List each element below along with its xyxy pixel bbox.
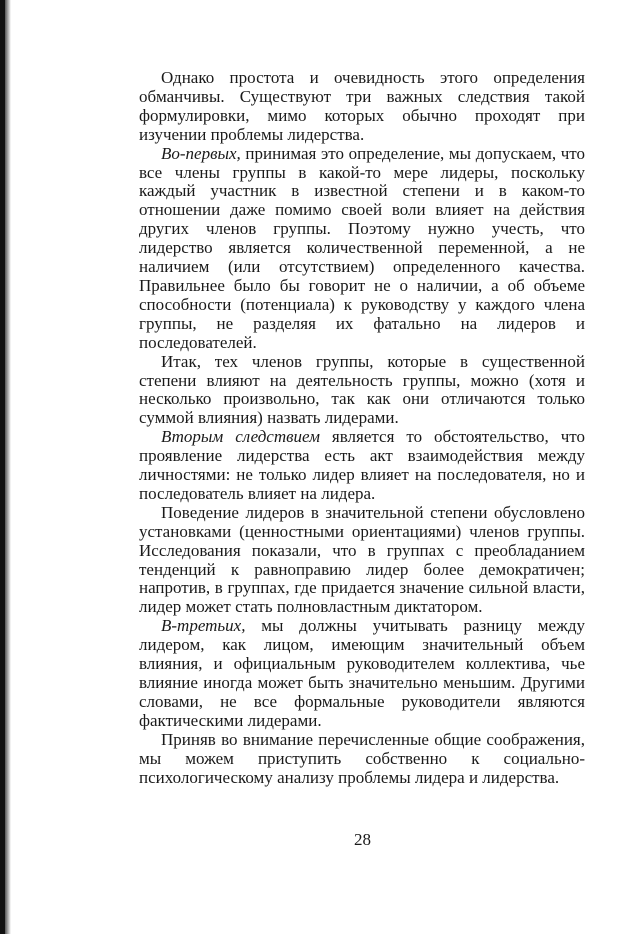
paragraph — [139, 617, 585, 730]
paragraph-text: мы должны учитывать разницу между лидером, как лицом, имеющим значительный объем влияния, и официальным руководителем коллектива, чье влияние иногда может быть значительно меньшим. Другими словами, не все формальные руководители являются фактическими лидерами. — [139, 616, 585, 730]
paragraph-text: является то обстоятельство, что проявление лидерства есть акт взаимодействия между личностями: не только лидер влияет на последователя, но и последователь влияет на лидера. — [139, 427, 585, 503]
paragraph-text: Однако простота и очевидность этого определения обманчивы. Существуют три важных следствия такой формулировки, мимо которых обычно проходят при изучении проблемы лидерства. — [139, 68, 585, 144]
paragraph — [139, 69, 585, 145]
paragraph-lead: В-третьих, — [161, 616, 246, 636]
paragraph — [139, 428, 585, 504]
paragraph-text: Поведение лидеров в значительной степени обусловлено установками (ценностными ориентациями) членов группы. Исследования показали, что в группах с преобладанием тенденций к равноправию лидер более демократичен; напротив, в группах, где придается значение сильной власти, лидер может стать полновластным диктатором. — [139, 502, 585, 617]
page-number: 28 — [354, 830, 371, 849]
paragraph-text: Приняв во внимание перечисленные общие соображения, мы можем приступить собственно к социально-психологическому анализу проблемы лидера и лидерства. — [139, 729, 585, 787]
paragraph-text: принимая это определение, мы допускаем, что все члены группы в какой-то мере лидеры, поскольку каждый участник в известной степени и в каком-то отношении даже помимо своей воли влияет на действия других членов группы. Поэтому нужно учесть, что лидерство является количественной переменной, а не наличием (или отсутствием) определенного качества. Правильнее было бы говорит не о наличии, а об объеме способности (потенциала) к руководству у каждого члена группы, не разделяя их фатально на лидеров и последователей. — [139, 143, 585, 352]
paragraph-lead: Во-первых, — [161, 143, 241, 163]
paragraph-lead: Вторым следствием — [161, 427, 320, 447]
paragraph — [139, 504, 585, 617]
paragraph — [139, 145, 585, 353]
paragraph — [139, 731, 585, 788]
binding-shadow — [5, 0, 11, 934]
page-body — [139, 69, 585, 787]
paragraph — [139, 353, 585, 429]
paragraph-text: Итак, тех членов группы, которые в существенной степени влияют на деятельность группы, можно (хотя и несколько произвольно, так как они отличаются только суммой влияния) назвать лидерами. — [139, 351, 585, 428]
